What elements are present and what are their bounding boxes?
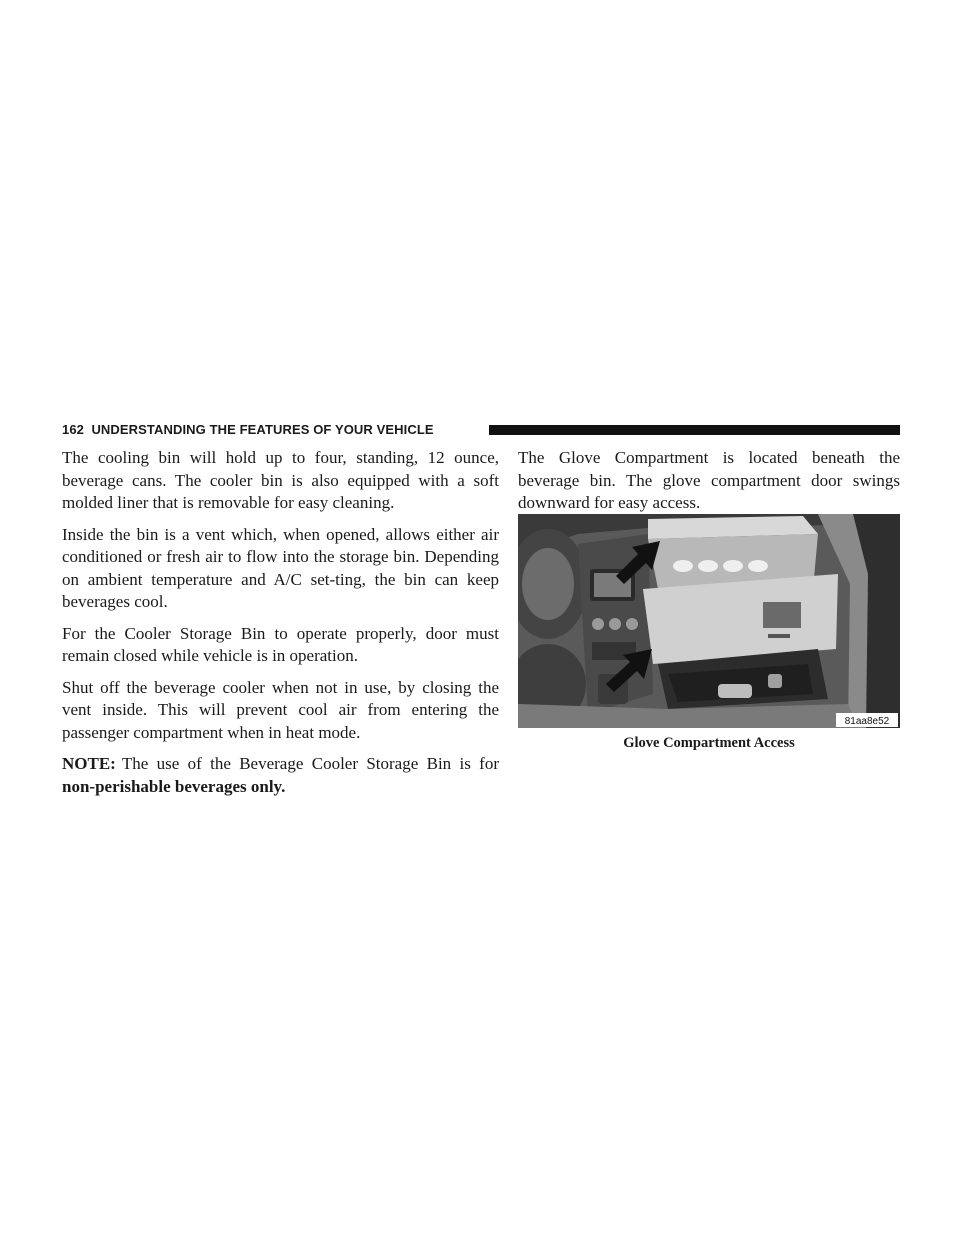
paragraph-door: For the Cooler Storage Bin to operate properly, door must remain closed while vehicle is in operation. <box>62 623 499 665</box>
note <box>62 753 499 798</box>
page-number: 162 <box>62 422 84 437</box>
note-text: The use of the Beverage Cooler Storage Bin is for <box>121 754 499 773</box>
paragraph-glove-compartment: The Glove Compartment is located beneath the beverage bin. The glove compartment door swings downward for easy access. <box>518 448 900 512</box>
figure-caption: Glove Compartment Access <box>623 735 795 751</box>
paragraph-cooling-bin: The cooling bin will hold up to four, standing, 12 ounce, beverage cans. The cooler bin is also equipped with a soft molded liner that is removable for easy cleaning. <box>62 448 499 512</box>
image-code: 81aa8e52 <box>844 716 890 727</box>
note-bold-text: non-perishable beverages only. <box>62 776 286 796</box>
illustration-svg <box>518 514 900 728</box>
page-header <box>62 420 900 440</box>
header-text <box>62 420 434 440</box>
right-column <box>518 447 900 524</box>
glove-compartment-illustration <box>518 514 900 728</box>
section-title: UNDERSTANDING THE FEATURES OF YOUR VEHICLE <box>91 422 434 437</box>
paragraph-shut-off: Shut off the beverage cooler when not in use, by closing the vent inside. This will prevent cool air from entering the passenger compartment when in heat mode. <box>62 677 499 742</box>
left-column <box>62 447 499 807</box>
header-rule <box>489 425 900 435</box>
paragraph-vent: Inside the bin is a vent which, when opened, allows either air conditioned or fresh air to flow into the storage bin. Depending on ambient temperature and A/C set-ting, the bin can keep beverages cool. <box>62 524 499 611</box>
note-label: NOTE: <box>62 754 116 773</box>
